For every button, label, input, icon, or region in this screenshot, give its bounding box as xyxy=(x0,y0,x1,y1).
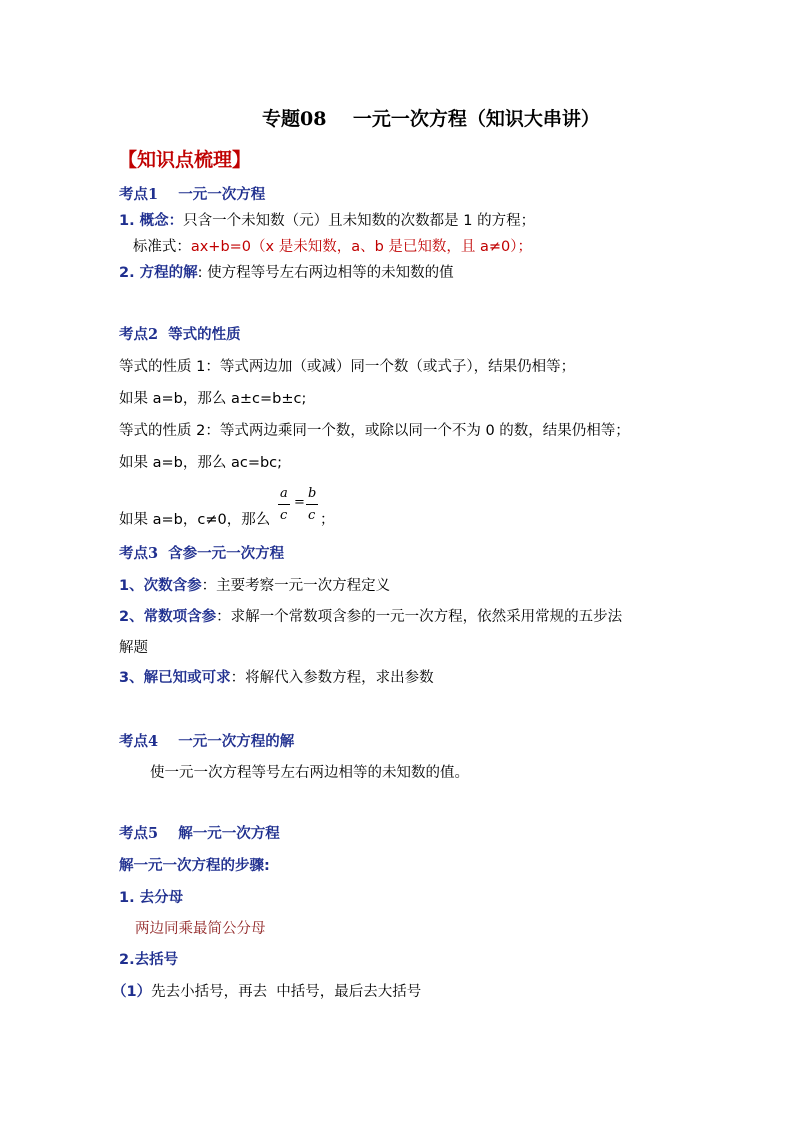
knowledge-banner: 【知识点梳理】 xyxy=(118,149,252,171)
frac-denominator-right: c xyxy=(308,508,316,523)
kp3-item3-label: 3、解已知或可求 xyxy=(119,670,231,686)
frac-bar-left xyxy=(278,504,290,505)
kp5-step2: 2.去括号 xyxy=(119,952,179,968)
kp5-step2-detail xyxy=(112,982,421,1002)
kp1-heading: 考点1 一元一次方程 xyxy=(119,186,266,203)
kp5-heading: 考点5 解一元一次方程 xyxy=(119,825,280,842)
kp3-heading: 考点3 含参一元一次方程 xyxy=(119,545,285,562)
kp2-example1: 如果 a=b，那么 a±c=b±c; xyxy=(119,391,307,407)
kp3-item2 xyxy=(119,607,622,627)
kp1-concept-label: 1. 概念： xyxy=(119,213,184,229)
kp1-solution-label: 2. 方程的解 xyxy=(119,265,198,281)
kp2-example2: 如果 a=b，那么 ac=bc; xyxy=(119,455,283,471)
kp1-solution-line xyxy=(119,263,454,283)
kp5-step2-text: 先去小括号，再去 中括号，最后去大括号 xyxy=(151,984,422,1000)
kp1-concept-line xyxy=(119,211,535,231)
document-title: 专题08 一元一次方程（知识大串讲） xyxy=(262,108,600,130)
frac-equals: = xyxy=(294,495,305,510)
kp5-step1-detail: 两边同乘最简公分母 xyxy=(135,921,266,937)
kp1-solution-text: : 使方程等号左右两边相等的未知数的值 xyxy=(197,265,454,281)
frac-numerator-b: b xyxy=(308,486,317,501)
kp3-item2-cont: 解题 xyxy=(119,640,148,656)
kp2-heading: 考点2 等式的性质 xyxy=(119,326,241,343)
kp3-item1-text: ：主要考察一元一次方程定义 xyxy=(201,578,391,594)
kp3-item3 xyxy=(119,668,434,688)
kp4-heading: 考点4 一元一次方程的解 xyxy=(119,733,295,750)
kp3-item2-label: 2、常数项含参 xyxy=(119,609,217,625)
fraction-equation xyxy=(278,486,320,526)
kp3-item1-label: 1、次数含参 xyxy=(119,578,202,594)
frac-bar-right xyxy=(306,504,318,505)
kp1-standard-line xyxy=(119,237,532,257)
kp5-step1: 1. 去分母 xyxy=(119,890,184,906)
kp5-steps-title: 解一元一次方程的步骤: xyxy=(119,858,270,874)
kp4-text: 使一元一次方程等号左右两边相等的未知数的值。 xyxy=(150,765,469,781)
kp2-example3: 如果 a=b，c≠0，那么 xyxy=(119,512,271,528)
kp3-item2-text: ：求解一个常数项含参的一元一次方程，依然采用常规的五步法 xyxy=(216,609,623,625)
kp2-property2: 等式的性质 2：等式两边乘同一个数，或除以同一个不为 0 的数，结果仍相等； xyxy=(119,423,630,439)
kp3-item1 xyxy=(119,576,390,596)
kp5-step2-label: （1） xyxy=(112,984,152,1000)
kp2-example3-end: ； xyxy=(320,512,335,528)
kp3-item3-text: ：将解代入参数方程，求出参数 xyxy=(230,670,434,686)
kp1-standard-label: 标准式： xyxy=(119,239,191,255)
kp2-property1: 等式的性质 1：等式两边加（或减）同一个数（或式子），结果仍相等； xyxy=(119,359,576,375)
frac-numerator-a: a xyxy=(280,486,288,501)
kp1-standard-text: ax+b=0（x 是未知数，a、b 是已知数，且 a≠0）； xyxy=(190,239,533,255)
frac-denominator-left: c xyxy=(280,508,288,523)
kp1-concept-text: 只含一个未知数（元）且未知数的次数都是 1 的方程； xyxy=(183,213,536,229)
